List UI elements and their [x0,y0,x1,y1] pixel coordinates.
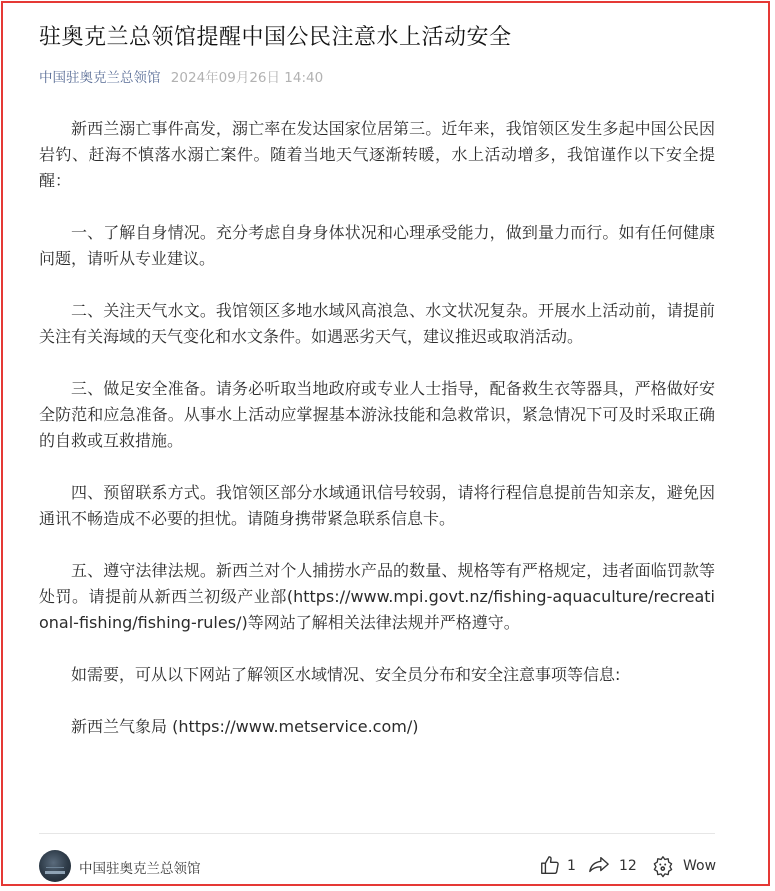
publish-date: 2024年09月26日 14:40 [170,70,324,86]
paragraph-2: 二、关注天气水文。我馆领区多地水域风高浪急、水文状况复杂。开展水上活动前，请提前关注有关海域的天气变化和水文条件。如遇恶劣天气，建议推迟或取消活动。 [39,301,715,346]
paragraph-intro: 新西兰溺亡事件高发，溺亡率在发达国家位居第三。近年来，我馆领区发生多起中国公民因岩钓、赶海不慎落水溺亡案件。随着当地天气逐渐转暖，水上活动增多，我馆谨作以下安全提醒： [39,119,715,190]
wow-button[interactable] [651,852,715,880]
like-count: 1 [567,858,576,874]
like-button[interactable] [539,852,579,880]
share-icon [587,854,611,876]
account-avatar[interactable] [39,850,71,882]
footer-divider [39,833,715,834]
footer-bar [39,848,715,882]
share-count: 12 [619,858,637,874]
article-title: 驻奥克兰总领馆提醒中国公民注意水上活动安全 [39,25,512,50]
thumbs-up-icon [539,854,561,876]
share-button[interactable] [587,852,637,880]
paragraph-metservice: 新西兰气象局 (https://www.metservice.com/) [71,717,419,736]
paragraph-websites-intro: 如需要，可从以下网站了解领区水域情况、安全员分布和安全注意事项等信息: [71,665,621,684]
paragraph-5: 五、遵守法律法规。新西兰对个人捕捞水产品的数量、规格等有严格规定，违者面临罚款等处罚。请提前从新西兰初级产业部(https://www.mpi.govt.nz/fishing-aquaculture/recreational-fishing/fishing-rules/)等网站了解相关法律法规并严格遵守。 [39,561,715,632]
article-meta [39,66,323,86]
paragraph-4: 四、预留联系方式。我馆领区部分水域通讯信号较弱，请将行程信息提前告知亲友，避免因通讯不畅造成不必要的担忧。请随身携带紧急联系信息卡。 [39,483,715,528]
content-fade [39,818,715,834]
wow-icon [651,854,675,878]
paragraph-3: 三、做足安全准备。请务必听取当地政府或专业人士指导，配备救生衣等器具，严格做好安全防范和应急准备。从事水上活动应掌握基本游泳技能和急救常识，紧急情况下可及时采取正确的自救或互救措施。 [39,379,715,450]
source-link[interactable]: 中国驻奥克兰总领馆 [39,70,161,86]
article-body [39,116,715,766]
wow-label: Wow [683,858,717,874]
paragraph-1: 一、了解自身情况。充分考虑自身身体状况和心理承受能力，做到量力而行。如有任何健康问题，请听从专业建议。 [39,223,715,268]
account-name[interactable]: 中国驻奥克兰总领馆 [79,861,201,877]
